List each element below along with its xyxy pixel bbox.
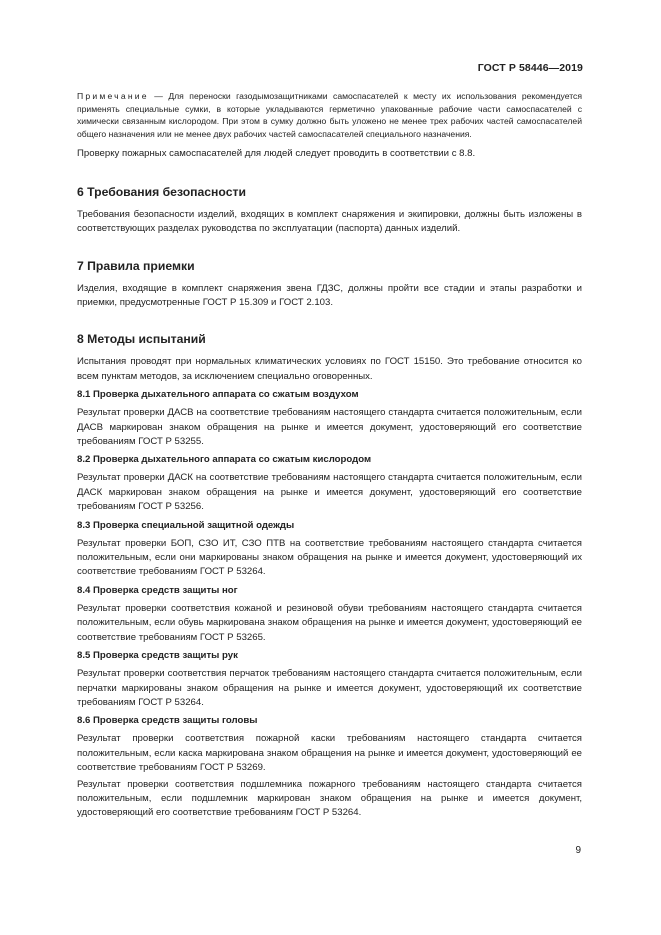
section-8-text: Испытания проводят при нормальных климатических условиях по ГОСТ 15150. Это требование относится ко всем пунктам методов, за исключением специально оговоренных. xyxy=(77,356,582,382)
page-number: 9 xyxy=(575,845,581,856)
subsection-8-6-title: 8.6 Проверка средств защиты головы xyxy=(77,715,258,727)
section-6-title: 6 Требования безопасности xyxy=(77,184,246,199)
note-text: — Для переноски газодымозащитниками самоспасателей к месту их использования рекомендуется применять специальные сумки, в которые укладываются герметично упакованные рабочие части самоспасателей с химически связанным кислородом. При этом в сумку должно быть уложено не менее трех рабочих частей самоспасателей общего назначения или не менее двух рабочих частей самоспасателей специального назначения. xyxy=(77,91,582,139)
subsection-8-3-text: Результат проверки БОП, СЗО ИТ, СЗО ПТВ на соответствие требованиям настоящего стандарта считается положительным, если они маркированы знаком обращения на рынке и имеется документ, удостоверяющий их соответствие требованиям ГОСТ Р 53264. xyxy=(77,537,582,578)
subsection-8-5-title: 8.5 Проверка средств защиты рук xyxy=(77,650,238,662)
subsection-8-6-text-2: Результат проверки соответствия подшлемника пожарного требованиям настоящего стандарта считается положительным, если подшлемник маркирован знаком обращения на рынке и имеется документ, удостоверяющий его соответствие требованиям ГОСТ Р 53264. xyxy=(77,778,582,819)
subsection-8-6-text-1: Результат проверки соответствия пожарной каски требованиям настоящего стандарта считается положительным, если каска маркирована знаком обращения на рынке и имеется документ, удостоверяющий ее соответствие требованиям ГОСТ Р 53269. xyxy=(77,733,582,774)
intro-paragraph: Проверку пожарных самоспасателей для людей следует проводить в соответствии с 8.8. xyxy=(77,148,476,160)
section-6-text: Требования безопасности изделий, входящих в комплект снаряжения и экипировки, должны быть изложены в соответствующих разделах руководства по эксплуатации (паспорта) данных изделий. xyxy=(77,208,582,235)
page-content xyxy=(77,90,582,821)
subsection-8-3-title: 8.3 Проверка специальной защитной одежды xyxy=(77,519,295,531)
subsection-8-2-text: Результат проверки ДАСК на соответствие требованиям настоящего стандарта считается положительным, если ДАСК маркирован знаком обращения на рынке и имеется документ, удостоверяющий его соответствие требованиям ГОСТ Р 53256. xyxy=(77,472,582,513)
note-label: Примечание xyxy=(77,91,149,101)
subsection-8-4-title: 8.4 Проверка средств защиты ног xyxy=(77,584,238,596)
document-id: ГОСТ Р 58446—2019 xyxy=(477,62,583,74)
note-paragraph xyxy=(77,90,582,140)
section-8-title: 8 Методы испытаний xyxy=(77,332,206,347)
subsection-8-1-title: 8.1 Проверка дыхательного аппарата со сжатым воздухом xyxy=(77,389,359,401)
subsection-8-1-text: Результат проверки ДАСВ на соответствие требованиям настоящего стандарта считается положительным, если ДАСВ маркирован знаком обращения на рынке и имеется документ, удостоверяющий его соответствие требованиям ГОСТ Р 53255. xyxy=(77,407,582,448)
subsection-8-5-text: Результат проверки соответствия перчаток требованиям настоящего стандарта считается положительным, если перчатки маркированы знаком обращения на рынке и имеется документ, удостоверяющий их соответствие требованиям ГОСТ Р 53264. xyxy=(77,668,582,708)
subsection-8-4-text: Результат проверки соответствия кожаной и резиновой обуви требованиям настоящего стандарта считается положительным, если обувь маркирована знаком обращения на рынке и имеется документ, удостоверяющий ее соответствие требованиям ГОСТ Р 53265. xyxy=(77,602,582,643)
section-7-text: Изделия, входящие в комплект снаряжения звена ГДЗС, должны пройти все стадии и этапы разработки и приемки, предусмотренные ГОСТ Р 15.309 и ГОСТ 2.103. xyxy=(77,282,582,308)
subsection-8-2-title: 8.2 Проверка дыхательного аппарата со сжатым кислородом xyxy=(77,454,372,466)
section-7-title: 7 Правила приемки xyxy=(77,258,195,273)
